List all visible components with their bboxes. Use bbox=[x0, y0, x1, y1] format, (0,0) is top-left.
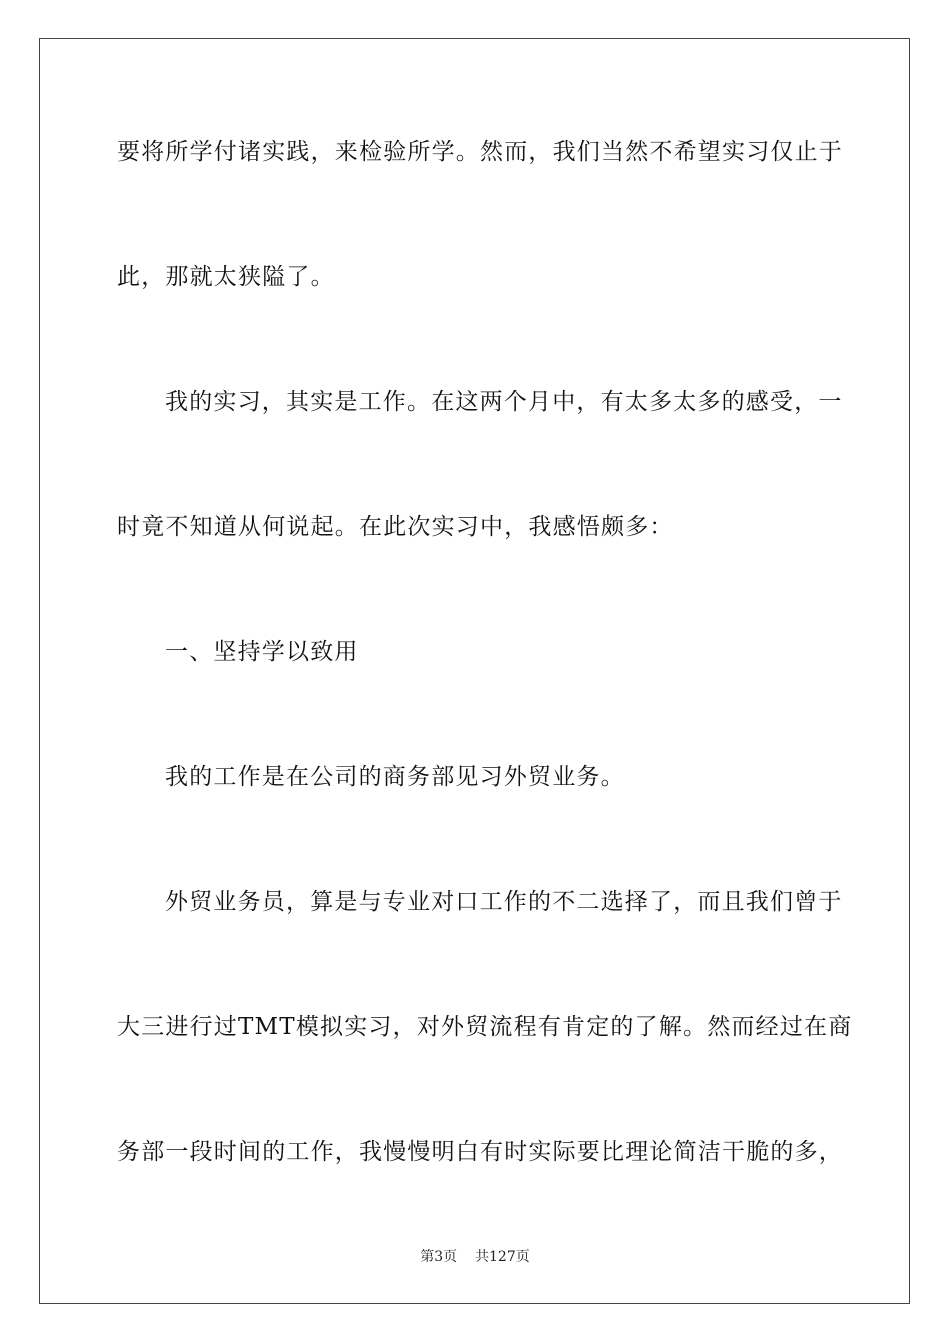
section-heading: 一、坚持学以致用 bbox=[165, 639, 359, 665]
paragraph-start-line: 外贸业务员，算是与专业对口工作的不二选择了，而且我们曾于 bbox=[165, 889, 843, 915]
paragraph-start-line: 我的实习，其实是工作。在这两个月中，有太多太多的感受，一 bbox=[165, 389, 843, 415]
text-line: 此，那就太狭隘了。 bbox=[117, 264, 335, 290]
text-line: 大三进行过TMT模拟实习，对外贸流程有肯定的了解。然而经过在商 bbox=[117, 1014, 853, 1040]
page-footer bbox=[0, 1248, 950, 1266]
paragraph-start-line: 我的工作是在公司的商务部见习外贸业务。 bbox=[165, 764, 625, 790]
text-line: 务部一段时间的工作，我慢慢明白有时实际要比理论简洁干脆的多， bbox=[117, 1139, 843, 1165]
page-border bbox=[39, 38, 910, 1304]
text-line: 要将所学付诸实践，来检验所学。然而，我们当然不希望实习仅止于 bbox=[117, 139, 843, 165]
text-line: 时竟不知道从何说起。在此次实习中，我感悟颇多： bbox=[117, 514, 674, 540]
page-number: 第3页 bbox=[420, 1249, 458, 1265]
total-pages: 共127页 bbox=[475, 1249, 530, 1265]
